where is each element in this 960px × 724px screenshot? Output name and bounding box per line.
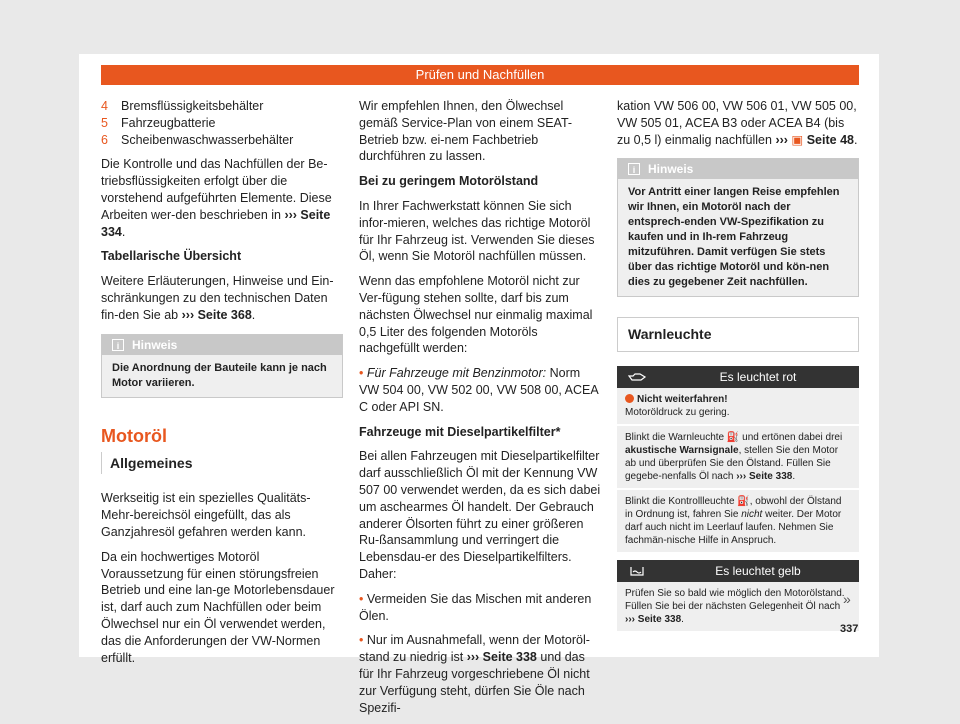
oil-can-icon: ⛽ [726, 432, 740, 444]
item-text: Bremsflüssigkeitsbehälter [121, 99, 264, 113]
intro-paragraph: Die Kontrolle und das Nachfüllen der Be-triebsflüssigkeiten erfolgt über die vorstehend aufgeführten Elemente. Diese Arbeiten wer-den beschrieben in ››› Seite 334. [101, 157, 332, 239]
warning-text: , obwohl der Ölstand in Ordnung ist, fahren Sie [625, 496, 842, 521]
warning-text: weiter. Der Motor darf auch nicht im Leerlauf laufen. Nehmen Sie fachmän-nische Hilfe in Anspruch. [625, 509, 842, 547]
list-item [101, 98, 343, 115]
paragraph: Werkseitig ist ein spezielles Qualitäts-Mehr-bereichsöl eingefüllt, das als Ganzjahresöl gefahren werden kann. [101, 491, 311, 539]
paragraph: Bei allen Fahrzeugen mit Dieselpartikelfilter darf ausschließlich Öl mit der Kennung VW 507 00 verwendet werden, da es sich dabei um aschearmes Öl handelt. Der Gebrauch anderer Ölsorten führt zu einer größeren Ru-ßansammlung und verringert die Lebensdau-er des Dieselpartikelfilters. Daher: [359, 449, 601, 581]
oil-can-icon [617, 372, 657, 382]
hint-box [617, 158, 859, 297]
bullet-text: und das für Ihr Fahrzeug vorgeschriebene Öl nicht zur Verfügung steht, dürfen Sie Öle nach Spezifi- [359, 650, 590, 715]
page-link[interactable]: ››› Seite 368 [181, 307, 252, 322]
warning-text: , stellen Sie den Motor ab und überprüfen Sie den Ölstand. Füllen Sie gegebe-nenfalls Öl nach [625, 445, 839, 483]
page-link[interactable]: ››› Seite 338 [625, 614, 682, 626]
column-3 [617, 98, 859, 633]
continuation-text: kation VW 506 00, VW 506 01, VW 505 00, VW 505 01, ACEA B3 oder ACEA B4 (bis zu 0,5 l) einmalig nachfüllen [617, 99, 857, 147]
hint-title: Hinweis [132, 337, 178, 352]
item-text: Fahrzeugbatterie [121, 115, 216, 130]
warning-italic: nicht [741, 509, 763, 521]
bullet-icon: • [359, 591, 364, 606]
paragraph: In Ihrer Fachwerkstatt können Sie sich infor-mieren, welches das richtige Motoröl für Ihr Fahrzeug ist. Verwenden Sie dieses Öl, wenn Sie Motoröl nachfüllen müssen. [359, 198, 595, 264]
column-2 [359, 98, 601, 724]
page-header: Prüfen und Nachfüllen [101, 65, 859, 85]
table-paragraph: Weitere Erläuterungen, Hinweise und Ein-schränkungen zu den technischen Daten fin-den Sie ab ››› Seite 368. [101, 274, 334, 322]
bullet-text: Vermeiden Sie das Mischen mit anderen Ölen. [359, 591, 592, 623]
warning-text: Prüfen Sie so bald wie möglich den Motorölstand. Füllen Sie bei der nächsten Gelegenheit Öl nach [625, 588, 845, 613]
petrol-label: Für Fahrzeuge mit Benzinmotor: [366, 366, 547, 381]
column-1 [101, 98, 343, 674]
list-item [101, 132, 343, 149]
link-arrows: ››› [775, 132, 788, 147]
petrol-bullet [359, 365, 601, 415]
warning-light-title: Warnleuchte [617, 317, 859, 352]
item-number: 6 [101, 132, 108, 147]
warning-text: Motoröldruck zu gering. [625, 407, 730, 419]
red-warning-header [617, 366, 859, 388]
bullet-icon: • [359, 366, 364, 381]
stop-text: Nicht weiterfahren! [637, 394, 728, 406]
page-link[interactable]: ››› Seite 338 [466, 650, 537, 665]
warning-row [617, 490, 859, 552]
warning-row: Prüfen Sie so bald wie möglich den Motorölstand. Füllen Sie bei der nächsten Gelegenheit Öl nach ››› Seite 338. [617, 582, 859, 631]
numbered-list [101, 98, 343, 148]
warning-row: Blinkt die Warnleuchte ⛽ und ertönen dabei drei akustische Warnsignale, stellen Sie den Motor ab und überprüfen Sie den Ölstand. Füllen Sie gegebe-nenfalls Öl nach ››› Seite 338. [617, 426, 859, 488]
warning-bold: akustische Warnsignale [625, 445, 739, 457]
page-link[interactable]: Seite 48 [806, 132, 854, 147]
hint-box [101, 334, 343, 398]
continue-arrow: » [843, 591, 851, 607]
warning-text: Blinkt die Warnleuchte [625, 432, 725, 444]
table-heading: Tabellarische Übersicht [101, 249, 242, 264]
diesel-heading: Fahrzeuge mit Dieselpartikelfilter* [359, 424, 561, 439]
bullet-item [359, 591, 601, 625]
yellow-warning-title: Es leuchtet gelb [715, 563, 801, 578]
petrol-text: Norm VW 504 00, VW 502 00, VW 508 00, ACEA C oder API SN. [359, 366, 599, 414]
oil-level-icon [617, 565, 657, 577]
warning-text: Blinkt die Kontrollleuchte [625, 496, 735, 508]
info-icon: i [628, 163, 640, 175]
subsection-title: Allgemeines [101, 452, 343, 474]
item-text: Scheibenwaschwasserbehälter [121, 132, 294, 147]
paragraph: Wenn das empfohlene Motoröl nicht zur Ver-fügung stehen sollte, darf bis zum nächsten Ölwechsel nur einmalig maximal 0,5 Liter des folgenden Motoröls nachgefüllt werden: [359, 274, 593, 356]
section-title: Motoröl [101, 425, 167, 446]
table-text: Weitere Erläuterungen, Hinweise und Ein-schränkungen zu den technischen Daten fin-den Sie ab [101, 274, 334, 322]
page-link[interactable]: ››› Seite 334 [101, 207, 331, 239]
hint-header [618, 159, 858, 179]
oil-can-icon: ⛽ [737, 496, 750, 508]
hint-body: Vor Antritt einer langen Reise empfehlen wir Ihnen, ein Motoröl nach der entsprech-enden VW-Spezifikation zu kaufen und in Ih-rem Fahrzeug mitzuführen. Damit verfügen Sie stets über das richtige Motoröl und kön-nen dies zu gegebener Zeit nachfüllen. [618, 179, 858, 296]
item-number: 4 [101, 99, 108, 113]
list-item [101, 115, 343, 132]
yellow-warning-header [617, 560, 859, 582]
bullet-item [359, 632, 601, 716]
info-icon: i [112, 339, 124, 351]
low-oil-heading: Bei zu geringem Motorölstand [359, 174, 539, 189]
hint-body: Die Anordnung der Bauteile kann je nach Motor variieren. [102, 355, 342, 397]
paragraph: Wir empfehlen Ihnen, den Ölwechsel gemäß Service-Plan von einem SEAT-Betrieb bzw. ei-nem Fachbetrieb durchführen zu lassen. [359, 99, 573, 164]
item-number: 5 [101, 115, 108, 130]
book-icon: ▣ [791, 132, 804, 147]
stop-icon [625, 394, 634, 403]
intro-text: Die Kontrolle und das Nachfüllen der Be-triebsflüssigkeiten erfolgt über die vorstehend aufgeführten Elemente. Diese Arbeiten wer-den beschrieben in [101, 157, 332, 222]
hint-header [102, 335, 342, 355]
page-number: 337 [840, 623, 859, 635]
red-warning-title: Es leuchtet rot [719, 369, 797, 384]
warning-text: und ertönen dabei drei [742, 432, 843, 444]
warning-row [617, 388, 859, 424]
bullet-icon: • [359, 633, 364, 648]
continuation-paragraph: kation VW 506 00, VW 506 01, VW 505 00, VW 505 01, ACEA B3 oder ACEA B4 (bis zu 0,5 l) einmalig nachfüllen ››› ▣ Seite 48. [617, 99, 858, 147]
page-link[interactable]: ››› Seite 338 [736, 471, 793, 483]
hint-title: Hinweis [648, 162, 694, 177]
bullet-text: Nur im Ausnahmefall, wenn der Motoröl-stand zu niedrig ist [359, 633, 590, 665]
paragraph: Da ein hochwertiges Motoröl Voraussetzung für einen störungsfreien Betrieb und eine lan-ge Motorlebensdauer ist, darf auch zum Nachfüllen oder beim Ölwechsel nur ein Öl verwendet werden, das die Anforderungen der VW-Normen erfüllt. [101, 549, 335, 665]
